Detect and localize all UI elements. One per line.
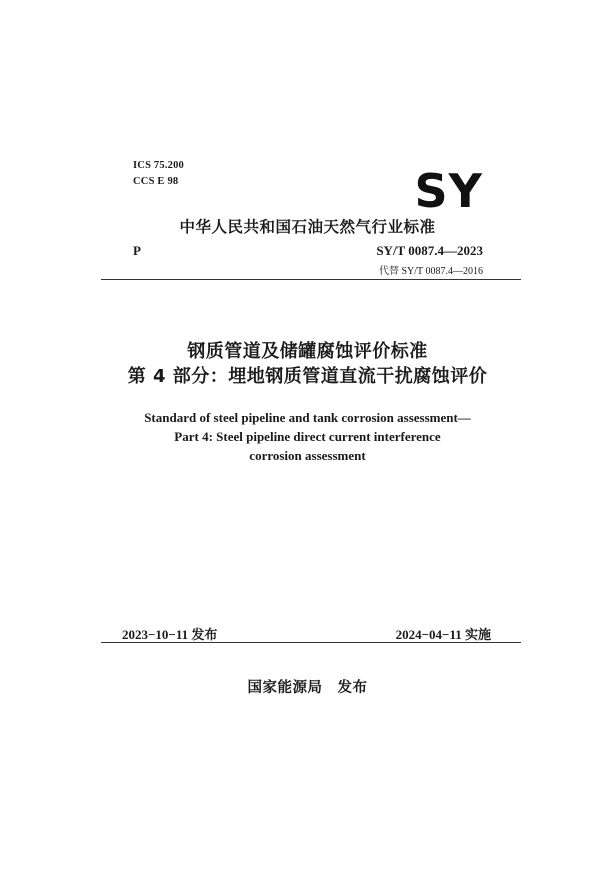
publisher: 国家能源局 发布	[247, 680, 368, 696]
bottom-divider	[101, 642, 521, 643]
implementation-date: 2024−04−11 实施	[395, 627, 491, 642]
sy-logo: SY	[414, 164, 483, 218]
top-divider	[101, 279, 521, 280]
english-title-line-2: Part 4: Steel pipeline direct current interference	[174, 429, 441, 444]
chinese-title-line-1: 钢质管道及储罐腐蚀评价标准	[187, 341, 428, 362]
ccs-code: CCS E 98	[133, 176, 179, 187]
ics-code: ICS 75.200	[133, 160, 185, 171]
english-title-line-1: Standard of steel pipeline and tank corrosion assessment—	[144, 410, 471, 425]
p-code: P	[133, 243, 141, 258]
chinese-title-line-2: 第 4 部分：埋地钢质管道直流干扰腐蚀评价	[127, 366, 488, 387]
issuer-name: 中华人民共和国石油天然气行业标准	[179, 218, 436, 236]
replaces-standard: 代替 SY/T 0087.4—2016	[379, 266, 483, 277]
english-title-line-3: corrosion assessment	[249, 448, 366, 463]
standard-number: SY/T 0087.4—2023	[376, 243, 483, 258]
issue-date: 2023−10−11 发布	[122, 627, 218, 642]
